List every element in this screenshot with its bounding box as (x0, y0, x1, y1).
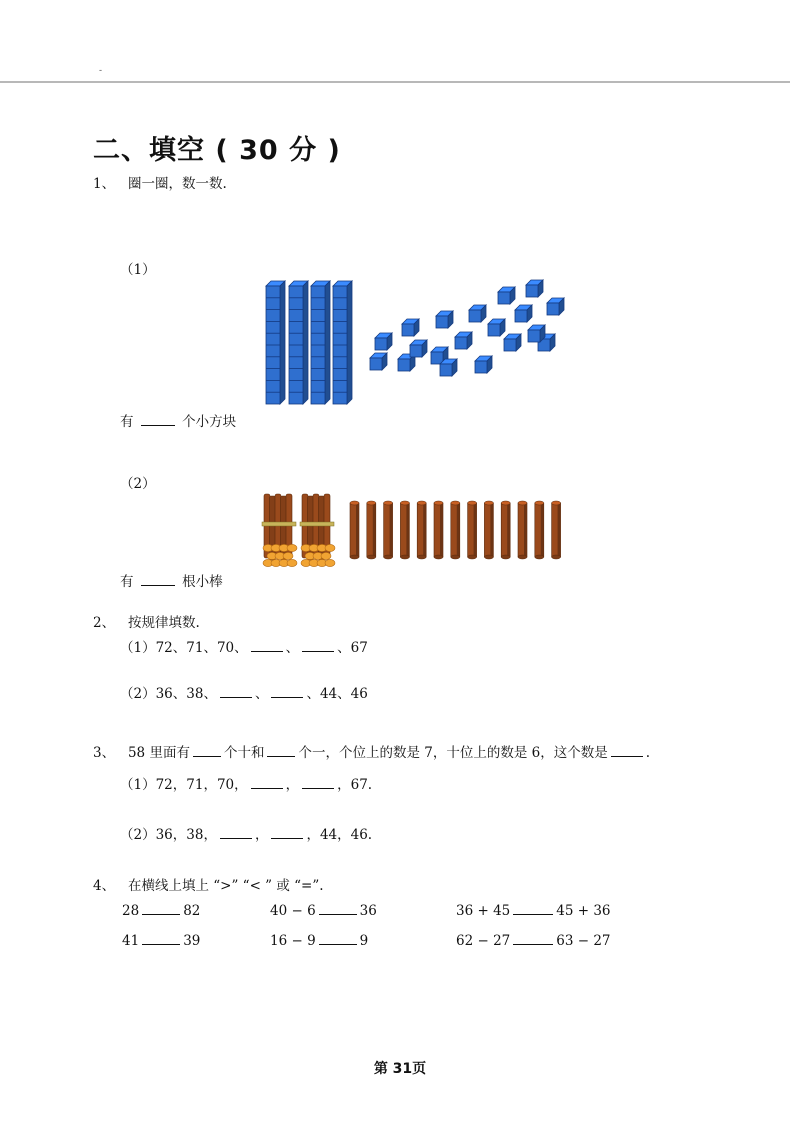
q4-r2c2-blank[interactable] (319, 932, 357, 945)
q3-blank-ones[interactable] (267, 744, 295, 757)
q4-r1c1-blank[interactable] (142, 902, 180, 915)
q1-part2-before: 有 (120, 574, 134, 590)
q3-line1-b: ， (285, 777, 300, 793)
q4-r2c1-blank[interactable] (142, 932, 180, 945)
q2-line2-a: （2）36、38、 (120, 686, 217, 702)
q4-prompt (93, 874, 324, 894)
section-title: 二、填空 ( 30 分 ) (93, 135, 341, 166)
loose-stick (384, 501, 393, 559)
q4-row2-col2 (270, 932, 368, 949)
loose-stick (417, 501, 426, 559)
loose-stick (501, 501, 510, 559)
q4-row1-col1 (122, 902, 200, 919)
q2-line1-a: （1）72、71、70、 (120, 640, 248, 656)
q2-line2-blank1[interactable] (220, 685, 252, 698)
q3-line1-a: （1）72，71，70， (120, 777, 248, 793)
q1-part2-after: 根小棒 (182, 574, 223, 590)
q3-line2-a: （2）36，38， (120, 827, 217, 843)
q1-number: 1、 (93, 176, 116, 192)
q2-line1-b: 、 (285, 640, 300, 656)
q3-text-d: . (645, 745, 651, 761)
q1-part2-answer (120, 570, 223, 590)
q3-text-a: 58 里面有 (127, 745, 190, 761)
q4-row2-col1 (122, 932, 200, 949)
q4-r1c3-left: 36 + 45 (456, 903, 511, 919)
q4-r2c3-left: 62 − 27 (456, 933, 511, 949)
q1-part1-label: （1） (120, 262, 156, 278)
q4-row1-col3 (456, 902, 611, 919)
q3-number: 3、 (93, 745, 116, 761)
q4-r1c3-blank[interactable] (513, 902, 553, 915)
q2-prompt (93, 611, 200, 631)
page-number: 第 31页 (373, 1061, 427, 1077)
q4-r2c2-right: 9 (359, 933, 369, 949)
q2-line1 (120, 636, 368, 656)
loose-stick (535, 501, 544, 559)
q4-r1c2-right: 36 (359, 903, 377, 919)
q3-line1-c: ，67. (337, 777, 373, 793)
q1-part1-before: 有 (120, 414, 134, 430)
q4-r1c1-left: 28 (122, 903, 140, 919)
q4-text: 在横线上填上 “>” “< ” 或 “=”. (127, 878, 324, 894)
q3-line1-blank2[interactable] (302, 776, 334, 789)
q3-line2-c: ，44，46. (306, 827, 373, 843)
q2-line1-c: 、67 (337, 640, 368, 656)
q2-line1-blank1[interactable] (251, 639, 283, 652)
q3-line2-blank2[interactable] (271, 826, 303, 839)
q2-line2 (120, 682, 368, 702)
q1-part2-blank[interactable] (141, 573, 175, 586)
q4-r2c3-right: 63 − 27 (556, 933, 611, 949)
loose-stick (367, 501, 376, 559)
loose-stick (468, 501, 477, 559)
q4-row2-col3 (456, 932, 611, 949)
loose-stick (350, 501, 359, 559)
q1-part1-after: 个小方块 (182, 414, 237, 430)
q2-text: 按规律填数. (127, 615, 200, 631)
loose-stick (400, 501, 409, 559)
stick-bundle (262, 494, 297, 567)
q3-line1 (120, 773, 372, 793)
q4-r1c2-blank[interactable] (319, 902, 357, 915)
q3-text-c: 个一，个位上的数是 7，十位上的数是 6，这个数是 (298, 745, 608, 761)
q3-prompt (93, 741, 650, 761)
q2-line2-b: 、 (254, 686, 269, 702)
q3-blank-tens[interactable] (193, 744, 221, 757)
loose-stick (484, 501, 493, 559)
q4-r2c3-blank[interactable] (513, 932, 553, 945)
q4-r2c1-left: 41 (122, 933, 140, 949)
q3-line2 (120, 823, 372, 843)
q4-number: 4、 (93, 878, 116, 894)
q3-line2-b: ， (254, 827, 269, 843)
loose-stick (451, 501, 460, 559)
header-mark: - (99, 66, 103, 76)
q1-part2-label: （2） (120, 476, 156, 492)
q3-line2-blank1[interactable] (220, 826, 252, 839)
loose-stick (434, 501, 443, 559)
q3-line1-blank1[interactable] (251, 776, 283, 789)
q4-r1c1-right: 82 (183, 903, 201, 919)
q3-text-b: 个十和 (223, 745, 265, 761)
q4-row1-col2 (270, 902, 377, 919)
q1-text: 圈一圈，数一数. (127, 176, 227, 192)
q4-r1c3-right: 45 + 36 (556, 903, 611, 919)
q2-line1-blank2[interactable] (302, 639, 334, 652)
q2-number: 2、 (93, 615, 116, 631)
q3-blank-number[interactable] (611, 744, 643, 757)
loose-stick (518, 501, 527, 559)
q4-r2c1-right: 39 (183, 933, 201, 949)
q2-line2-c: 、44、46 (306, 686, 368, 702)
q4-r2c2-left: 16 − 9 (270, 933, 316, 949)
q4-r1c2-left: 40 − 6 (270, 903, 316, 919)
q2-line2-blank2[interactable] (271, 685, 303, 698)
stick-bundle (300, 494, 335, 567)
loose-stick (552, 501, 561, 559)
